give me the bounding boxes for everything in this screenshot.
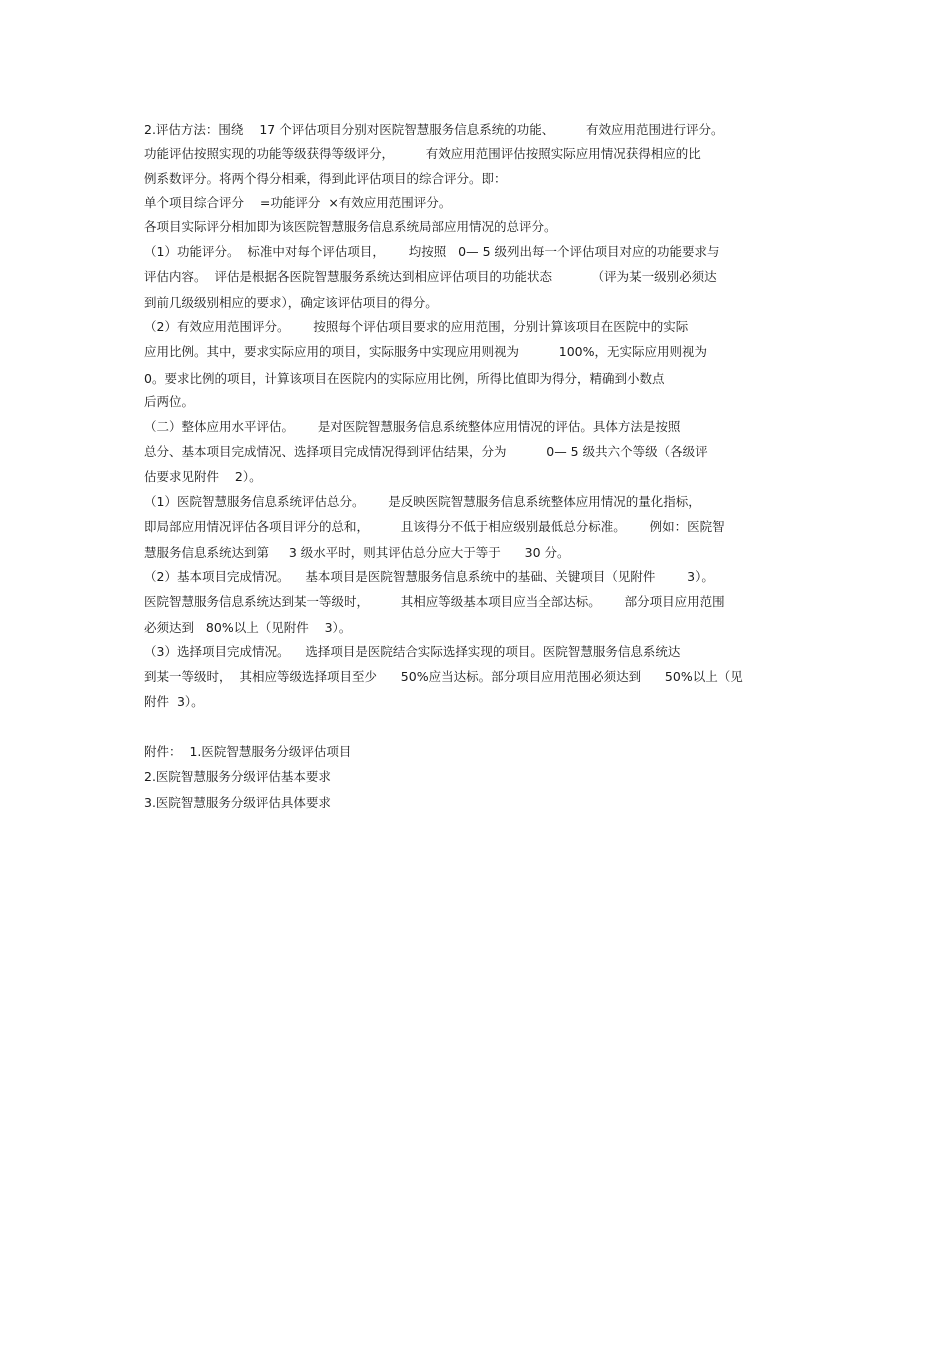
attachment-heading: 附件： 1.医院智慧服务分级评估项目: [144, 744, 352, 759]
text-line: 评估内容。 评估是根据各医院智慧服务系统达到相应评估项目的功能状态 （评为某一级别必须达: [144, 269, 717, 284]
text-line: （二）整体应用水平评估。 是对医院智慧服务信息系统整体应用情况的评估。具体方法是按照: [144, 419, 681, 434]
text-line: （1）医院智慧服务信息系统评估总分。 是反映医院智慧服务信息系统整体应用情况的量化指标，: [144, 494, 701, 509]
attachment-item: 3.医院智慧服务分级评估具体要求: [144, 795, 331, 810]
text-line: （3）选择项目完成情况。 选择项目是医院结合实际选择实现的项目。医院智慧服务信息系统达: [144, 644, 681, 659]
text-line: 到前几级级别相应的要求），确定该评估项目的得分。: [144, 295, 438, 310]
attachment-item: 2.医院智慧服务分级评估基本要求: [144, 769, 331, 784]
text-line: （2）基本项目完成情况。 基本项目是医院智慧服务信息系统中的基础、关键项目（见附件 3）。: [144, 569, 714, 584]
text-line: 估要求见附件 2）。: [144, 469, 262, 484]
text-line: 即局部应用情况评估各项目评分的总和， 且该得分不低于相应级别最低总分标准。 例如：医院智: [144, 519, 725, 534]
text-line: 各项目实际评分相加即为该医院智慧服务信息系统局部应用情况的总评分。: [144, 219, 557, 234]
text-line: 应用比例。其中，要求实际应用的项目，实际服务中实现应用则视为 100%，无实际应用则视为: [144, 344, 707, 359]
text-line: 2.评估方法：围绕 17 个评估项目分别对医院智慧服务信息系统的功能、 有效应用范围进行评分。: [144, 122, 724, 137]
text-line: （2）有效应用范围评分。 按照每个评估项目要求的应用范围，分别计算该项目在医院中的实际: [144, 319, 689, 334]
text-line: 单个项目综合评分 =功能评分 ×有效应用范围评分。: [144, 195, 452, 210]
text-line: 到某一等级时， 其相应等级选择项目至少 50%应当达标。部分项目应用范围必须达到 50%以上（见: [144, 669, 743, 684]
text-line: 医院智慧服务信息系统达到某一等级时， 其相应等级基本项目应当全部达标。 部分项目应用范围: [144, 594, 725, 609]
text-line: 必须达到 80%以上（见附件 3）。: [144, 620, 352, 635]
text-line: 附件 3）。: [144, 694, 204, 709]
text-line: （1）功能评分。 标准中对每个评估项目， 均按照 0— 5 级列出每一个评估项目对应的功能要求与: [144, 244, 720, 259]
text-line: 慧服务信息系统达到第 3 级水平时，则其评估总分应大于等于 30 分。: [144, 545, 570, 560]
text-line: 0。要求比例的项目，计算该项目在医院内的实际应用比例，所得比值即为得分，精确到小数点: [144, 371, 665, 386]
text-line: 功能评估按照实现的功能等级获得等级评分， 有效应用范围评估按照实际应用情况获得相应的比: [144, 146, 701, 161]
text-line: 后两位。: [144, 394, 195, 409]
text-line: 例系数评分。将两个得分相乘，得到此评估项目的综合评分。即：: [144, 171, 507, 186]
text-line: 总分、基本项目完成情况、选择项目完成情况得到评估结果，分为 0— 5 级共六个等级（各级评: [144, 444, 708, 459]
